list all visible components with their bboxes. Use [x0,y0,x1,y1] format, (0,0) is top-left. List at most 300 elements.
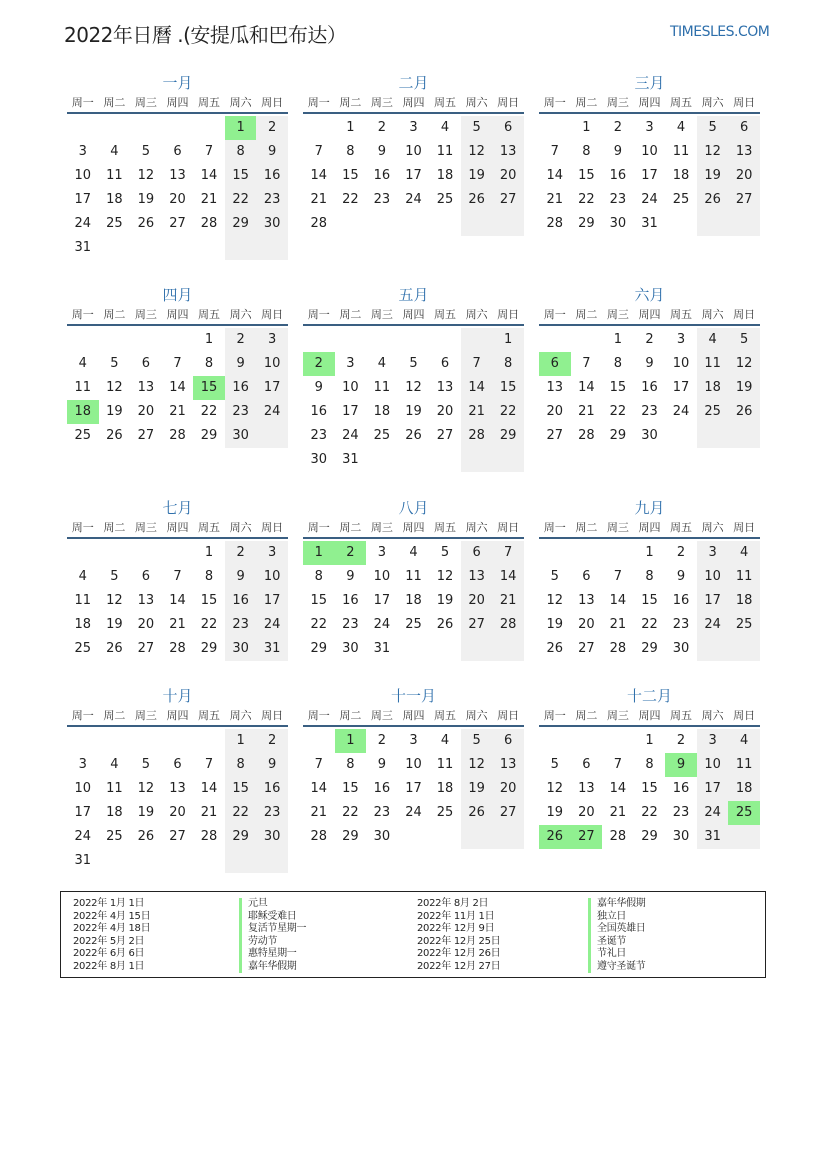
day-cell: 5 [550,569,559,584]
day-cell: 10 [641,144,658,159]
weekday-label: 周二 [103,709,126,722]
empty-cell [130,541,162,565]
month-block [539,72,760,236]
day-cell: 23 [256,188,288,212]
weekday-label: 周二 [575,96,598,109]
day-cell: 21 [200,805,218,820]
day-cell: 27 [137,641,155,656]
day-cell: 21 [546,192,564,207]
day-cell: 11 [405,569,422,584]
day-cell: 21 [609,805,627,820]
day-cell: 20 [137,404,155,419]
weekday-label: 周一 [71,308,94,321]
day-cell: 12 [546,593,564,608]
empty-cell [728,637,760,661]
day-cell: 13 [169,168,186,183]
day-cell: 16 [641,380,658,395]
day-cell: 14 [609,781,627,796]
holiday-day-cell: 1 [225,116,257,140]
day-cell: 18 [106,805,123,820]
day-cell: 18 [106,192,123,207]
weekday-label: 周日 [733,308,756,321]
day-cell: 8 [225,140,257,164]
day-cell: 3 [676,332,686,347]
weekday-label: 周四 [166,521,189,534]
day-cell: 16 [310,404,328,419]
month-block [539,284,760,448]
day-cell: 9 [676,569,686,584]
day-cell: 31 [373,641,391,656]
day-cell: 30 [672,829,690,844]
day-cell: 3 [409,120,418,135]
empty-cell [728,212,760,236]
weekday-label: 周二 [339,96,362,109]
weekday-header [303,306,524,326]
month-block [539,685,760,849]
weekday-label: 周日 [261,96,284,109]
day-cell: 3 [78,144,87,159]
day-cell: 25 [697,400,729,424]
holiday-date: 2022年 1月 1日 [73,898,145,909]
day-cell: 9 [256,140,288,164]
day-cell: 25 [74,428,92,443]
day-cell: 24 [256,400,288,424]
day-cell: 18 [728,777,760,801]
day-cell: 26 [106,428,123,443]
holiday-day-cell: 1 [303,541,335,565]
day-cell: 8 [314,569,323,584]
empty-cell [130,236,162,260]
empty-cell [429,825,461,849]
weekday-label: 周二 [339,308,362,321]
day-cell: 8 [492,352,524,376]
day-cell: 12 [405,380,422,395]
weekday-label: 周日 [497,96,520,109]
day-cell: 12 [137,781,155,796]
day-cell: 20 [728,164,760,188]
day-cell: 19 [461,777,493,801]
day-cell: 26 [137,829,155,844]
day-cell: 7 [582,356,591,371]
day-cell: 6 [582,569,591,584]
weekday-label: 周日 [261,308,284,321]
day-cell: 17 [256,589,288,613]
empty-cell [602,729,634,753]
weekday-label: 周三 [370,308,393,321]
day-cell: 12 [106,593,123,608]
day-cell: 15 [342,168,359,183]
day-grid [303,326,524,472]
day-cell: 1 [204,545,214,560]
empty-cell [130,849,162,873]
empty-cell [398,448,430,472]
day-cell: 23 [373,192,391,207]
weekday-label: 周二 [103,96,126,109]
day-cell: 24 [672,404,690,419]
day-cell: 28 [310,829,328,844]
day-cell: 6 [492,729,524,753]
day-cell: 13 [492,753,524,777]
day-cell: 2 [225,541,257,565]
weekday-label: 周五 [670,96,693,109]
weekday-label: 周五 [670,308,693,321]
day-cell: 2 [256,729,288,753]
day-cell: 28 [546,216,564,231]
holiday-date: 2022年 4月 15日 [73,910,151,922]
day-cell: 23 [672,617,690,632]
holiday-date: 2022年 11月 1日 [417,910,495,922]
weekday-label: 周四 [402,709,425,722]
day-cell: 27 [546,428,564,443]
day-cell: 16 [672,781,690,796]
day-cell: 24 [697,801,729,825]
empty-cell [461,825,493,849]
weekday-label: 周四 [638,709,661,722]
empty-cell [539,116,571,140]
page-title: 2022年日曆 .(安提瓜和巴布达） [64,23,347,47]
day-cell: 27 [169,216,186,231]
day-cell: 8 [645,757,654,772]
month-name: 九月 [634,499,665,517]
day-cell: 8 [204,569,214,584]
day-cell: 28 [578,428,595,443]
day-cell: 17 [697,589,729,613]
day-cell: 8 [346,757,355,772]
empty-cell [193,729,225,753]
empty-cell [335,328,367,352]
empty-cell [728,424,760,448]
day-cell: 20 [578,805,595,820]
day-cell: 12 [106,380,123,395]
day-cell: 29 [200,428,218,443]
day-cell: 9 [613,144,623,159]
weekday-label: 周三 [370,521,393,534]
day-cell: 11 [728,753,760,777]
day-cell: 19 [106,404,123,419]
empty-cell [461,328,493,352]
day-cell: 29 [609,428,627,443]
day-grid [539,539,760,661]
weekday-label: 周日 [733,709,756,722]
weekday-label: 周日 [497,308,520,321]
day-cell: 18 [405,593,422,608]
day-cell: 22 [578,192,595,207]
day-cell: 18 [436,781,454,796]
day-cell: 7 [173,356,182,371]
day-cell: 8 [225,753,257,777]
day-cell: 27 [492,188,524,212]
weekday-header [303,94,524,114]
month-name: 四月 [162,286,193,304]
day-cell: 19 [137,192,155,207]
day-cell: 23 [609,192,627,207]
day-cell: 26 [461,188,493,212]
day-cell: 11 [436,757,454,772]
day-cell: 31 [256,637,288,661]
weekday-label: 周六 [701,709,724,722]
month-name: 八月 [398,499,429,517]
day-cell: 26 [106,641,123,656]
day-cell: 13 [546,380,564,395]
empty-cell [256,236,288,260]
day-cell: 17 [672,380,690,395]
day-cell: 9 [377,144,387,159]
day-cell: 27 [137,428,155,443]
day-cell: 17 [405,781,422,796]
day-cell: 30 [672,641,690,656]
day-cell: 1 [204,332,214,347]
day-cell: 26 [405,428,422,443]
day-cell: 16 [225,376,257,400]
holiday-name: 独立日 [588,911,646,924]
day-cell: 9 [225,352,257,376]
day-cell: 14 [546,168,564,183]
day-cell: 25 [436,192,454,207]
day-cell: 22 [200,404,218,419]
holiday-date: 2022年 12月 27日 [417,960,501,972]
holiday-date: 2022年 8月 2日 [417,898,489,909]
holiday-name: 复活节星期一 [239,923,306,936]
day-cell: 10 [697,753,729,777]
day-cell: 28 [609,829,627,844]
month-name: 一月 [162,74,193,92]
legend-names-right [588,898,646,973]
weekday-label: 周四 [402,521,425,534]
day-cell: 3 [409,733,418,748]
day-cell: 8 [582,144,591,159]
day-cell: 18 [436,168,454,183]
empty-cell [665,424,697,448]
day-cell: 16 [225,589,257,613]
day-cell: 15 [225,164,257,188]
empty-cell [492,637,524,661]
day-cell: 7 [314,144,323,159]
day-cell: 30 [225,637,257,661]
day-cell: 2 [613,120,623,135]
day-cell: 14 [200,168,218,183]
day-cell: 11 [106,781,123,796]
day-cell: 24 [641,192,658,207]
day-cell: 12 [546,781,564,796]
empty-cell [256,849,288,873]
weekday-label: 周二 [103,521,126,534]
holiday-name: 惠特星期一 [239,948,306,961]
day-cell: 7 [492,541,524,565]
weekday-label: 周六 [465,709,488,722]
day-cell: 27 [578,641,595,656]
weekday-label: 周五 [434,308,457,321]
holiday-date: 2022年 12月 9日 [417,923,495,934]
empty-cell [697,212,729,236]
day-cell: 28 [461,424,493,448]
day-cell: 2 [676,545,686,560]
day-cell: 26 [461,801,493,825]
day-grid [67,326,288,448]
day-cell: 13 [436,380,454,395]
empty-cell [492,212,524,236]
day-cell: 28 [310,216,328,231]
empty-cell [366,448,398,472]
day-cell: 26 [137,216,155,231]
day-cell: 4 [697,328,729,352]
holiday-day-cell: 27 [571,825,603,849]
weekday-label: 周日 [261,521,284,534]
day-cell: 15 [492,376,524,400]
empty-cell [256,424,288,448]
holiday-day-cell: 9 [665,753,697,777]
holiday-day-cell: 15 [193,376,225,400]
day-cell: 16 [373,168,391,183]
day-grid [67,727,288,873]
day-cell: 15 [310,593,328,608]
day-cell: 18 [74,617,92,632]
day-cell: 21 [578,404,595,419]
day-cell: 9 [256,753,288,777]
day-cell: 9 [645,356,654,371]
empty-cell [67,729,99,753]
day-cell: 30 [641,428,658,443]
day-cell: 17 [405,168,422,183]
weekday-label: 周一 [71,96,94,109]
holiday-day-cell: 2 [335,541,367,565]
day-cell: 22 [200,617,218,632]
day-cell: 10 [342,380,359,395]
day-grid [303,114,524,236]
weekday-label: 周二 [575,521,598,534]
day-grid [539,326,760,448]
day-cell: 22 [641,617,658,632]
weekday-label: 周三 [370,709,393,722]
day-cell: 25 [373,428,391,443]
day-cell: 23 [641,404,658,419]
empty-cell [366,328,398,352]
day-cell: 29 [200,641,218,656]
day-cell: 29 [342,829,359,844]
day-cell: 4 [78,356,87,371]
day-cell: 26 [728,400,760,424]
holiday-date: 2022年 12月 25日 [417,935,501,947]
weekday-label: 周日 [733,96,756,109]
weekday-label: 周四 [638,308,661,321]
day-cell: 7 [550,144,559,159]
day-cell: 15 [200,593,218,608]
month-block [303,497,524,661]
weekday-label: 周一 [307,521,330,534]
day-cell: 14 [169,380,186,395]
day-cell: 15 [225,777,257,801]
day-cell: 5 [141,144,151,159]
holiday-name: 嘉年华假期 [588,898,646,911]
day-cell: 23 [225,400,257,424]
day-cell: 24 [405,805,422,820]
day-cell: 14 [200,781,218,796]
day-cell: 20 [546,404,564,419]
day-cell: 4 [728,541,760,565]
weekday-label: 周六 [701,96,724,109]
weekday-label: 周一 [71,709,94,722]
site-logo-text[interactable]: TIMESLES.COM [670,24,770,40]
day-cell: 28 [200,216,218,231]
holiday-name: 劳动节 [239,936,306,949]
empty-cell [429,328,461,352]
day-cell: 21 [492,589,524,613]
day-cell: 10 [697,565,729,589]
weekday-label: 周三 [134,709,157,722]
day-cell: 18 [672,168,690,183]
month-name: 七月 [162,499,193,517]
day-cell: 30 [256,825,288,849]
empty-cell [665,212,697,236]
day-cell: 22 [225,188,257,212]
day-cell: 5 [110,569,119,584]
empty-cell [303,729,335,753]
empty-cell [99,849,131,873]
day-cell: 27 [461,613,493,637]
empty-cell [461,212,493,236]
weekday-label: 周三 [606,96,629,109]
holiday-name: 全国英雄日 [588,923,646,936]
day-cell: 17 [342,404,359,419]
empty-cell [99,729,131,753]
day-cell: 22 [492,400,524,424]
weekday-label: 周四 [638,521,661,534]
day-cell: 30 [256,212,288,236]
day-cell: 19 [546,805,564,820]
day-cell: 19 [461,164,493,188]
day-cell: 3 [256,328,288,352]
empty-cell [571,541,603,565]
day-cell: 2 [377,733,387,748]
day-grid [303,727,524,849]
month-block [303,72,524,236]
day-cell: 21 [609,617,627,632]
weekday-header [303,707,524,727]
day-cell: 4 [440,733,450,748]
day-cell: 10 [373,569,391,584]
day-cell: 11 [436,144,454,159]
day-cell: 9 [225,565,257,589]
empty-cell [99,541,131,565]
day-cell: 27 [436,428,454,443]
day-cell: 16 [609,168,627,183]
weekday-header [539,707,760,727]
day-cell: 3 [697,729,729,753]
day-cell: 14 [492,565,524,589]
weekday-label: 周六 [701,308,724,321]
day-cell: 19 [546,617,564,632]
day-cell: 14 [609,593,627,608]
month-block [303,685,524,849]
day-cell: 6 [461,541,493,565]
day-cell: 21 [169,617,186,632]
empty-cell [193,236,225,260]
day-cell: 19 [405,404,422,419]
empty-cell [602,541,634,565]
day-cell: 6 [173,757,182,772]
day-cell: 3 [377,545,387,560]
month-name: 十月 [162,687,193,705]
day-cell: 22 [609,404,627,419]
day-cell: 26 [436,617,454,632]
day-cell: 16 [342,593,359,608]
weekday-label: 周三 [606,308,629,321]
empty-cell [571,729,603,753]
day-cell: 20 [137,617,155,632]
day-cell: 13 [492,140,524,164]
day-cell: 28 [169,641,186,656]
day-cell: 27 [169,829,186,844]
day-cell: 9 [314,380,323,395]
